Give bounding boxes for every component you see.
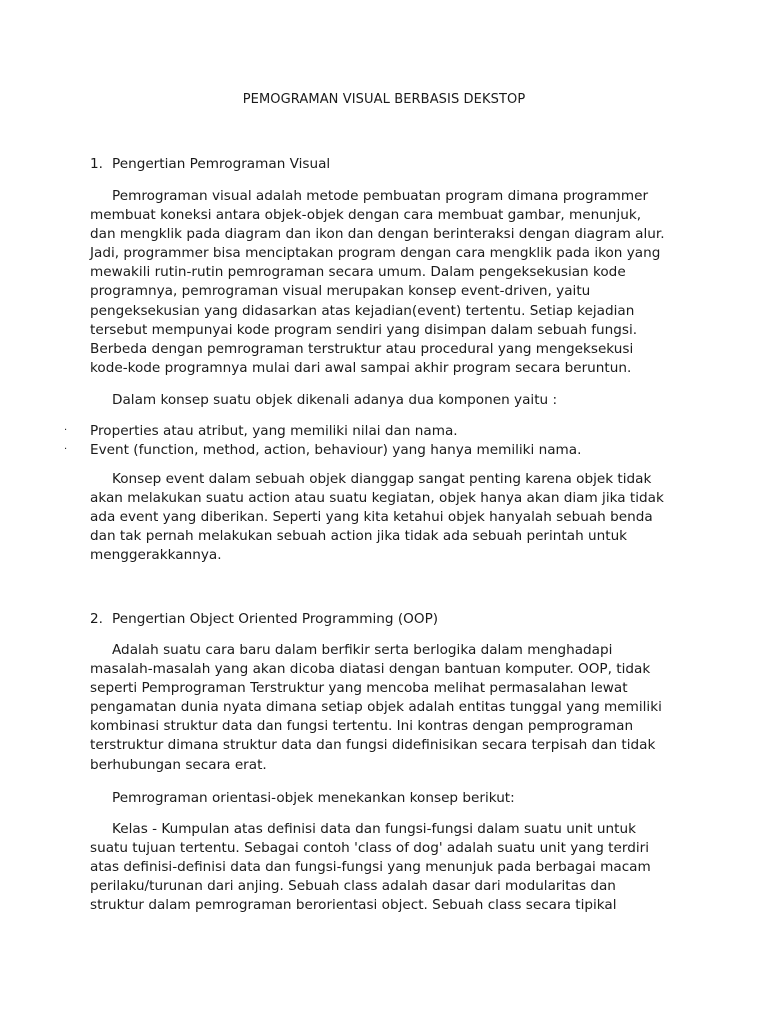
- section-2-title: Pengertian Object Oriented Programming (OOP): [112, 611, 439, 627]
- section-1-paragraph-1: [90, 187, 690, 378]
- text-line: kode-kode programnya mulai dari awal sampai akhir program secara beruntun.: [90, 359, 632, 376]
- text-line: Jadi, programmer bisa menciptakan program dengan cara mengklik pada ikon yang: [90, 245, 661, 262]
- text-line: dan mengklik pada diagram dan ikon dan dengan berinteraksi dengan diagram alur.: [90, 226, 665, 243]
- bullet-list: [64, 422, 581, 459]
- text-line: berhubungan secara erat.: [90, 756, 267, 773]
- text-line: ada event yang diberikan. Seperti yang kita ketahui objek hanyalah sebuah benda: [90, 509, 653, 526]
- text-line: dan tak pernah melakukan sebuah action jika tidak ada sebuah perintah untuk: [90, 528, 628, 545]
- text-line: Kelas - Kumpulan atas definisi data dan fungsi-fungsi dalam suatu unit untuk: [112, 821, 636, 837]
- text-line: suatu tujuan tertentu. Sebagai contoh 'class of dog' adalah suatu unit yang terdiri: [90, 840, 649, 857]
- text-line: menggerakkannya.: [90, 547, 222, 564]
- text-line: Pemrograman orientasi-objek menekankan konsep berikut:: [112, 790, 515, 806]
- text-line: programnya, pemrograman visual merupakan konsep event-driven, yaitu: [90, 283, 591, 300]
- text-line: atas definisi-definisi data dan fungsi-fungsi yang menunjuk pada berbagai macam: [90, 859, 651, 876]
- section-1-heading: [90, 156, 330, 172]
- text-line: pengamatan dunia nyata dimana setiap objek adalah entitas tunggal yang memiliki: [90, 699, 662, 716]
- section-2-paragraph-2: [90, 789, 690, 808]
- section-1-paragraph-3: [90, 470, 690, 565]
- section-2-paragraph-1: [90, 641, 690, 775]
- text-line: seperti Pemprograman Terstruktur yang mencoba melihat permasalahan lewat: [90, 680, 628, 697]
- bullet-icon: ·: [64, 443, 68, 455]
- section-2-paragraph-3: [90, 820, 690, 915]
- list-item: [64, 441, 581, 460]
- list-item: [64, 422, 581, 441]
- text-line: Dalam konsep suatu objek dikenali adanya dua komponen yaitu :: [112, 392, 558, 408]
- section-1-paragraph-2: [90, 391, 690, 410]
- text-line: Pemrograman visual adalah metode pembuatan program dimana programmer: [112, 188, 649, 204]
- text-line: tersebut mempunyai kode program sendiri yang disimpan dalam sebuah fungsi.: [90, 321, 638, 338]
- bullet-icon: ·: [64, 425, 68, 436]
- text-line: masalah-masalah yang akan dicoba diatasi dengan bantuan komputer. OOP, tidak: [90, 661, 651, 678]
- text-line: Konsep event dalam sebuah objek dianggap sangat penting karena objek tidak: [112, 471, 652, 487]
- text-line: terstruktur dimana struktur data dan fungsi didefinisikan secara terpisah dan tidak: [90, 737, 656, 754]
- text-line: struktur dalam pemrograman berorientasi object. Sebuah class secara tipikal: [90, 897, 617, 914]
- list-item-text: Properties atau atribut, yang memiliki nilai dan nama.: [90, 423, 458, 439]
- text-line: Berbeda dengan pemrograman terstruktur atau procedural yang mengeksekusi: [90, 340, 634, 357]
- text-line: perilaku/turunan dari anjing. Sebuah class adalah dasar dari modularitas dan: [90, 878, 616, 895]
- document-title: PEMOGRAMAN VISUAL BERBASIS DEKSTOP: [242, 92, 526, 107]
- text-line: mewakili rutin-rutin pemrograman secara umum. Dalam pengeksekusian kode: [90, 264, 626, 281]
- section-1-title: Pengertian Pemrograman Visual: [112, 156, 331, 172]
- section-2-heading: [90, 611, 438, 627]
- text-line: kombinasi struktur data dan fungsi tertentu. Ini kontras dengan pemprograman: [90, 718, 634, 735]
- section-1-number: 1.: [90, 156, 103, 172]
- text-line: Adalah suatu cara baru dalam berfikir serta berlogika dalam menghadapi: [112, 642, 613, 658]
- section-2-number: 2.: [90, 611, 103, 627]
- list-item-text: Event (function, method, action, behaviour) yang hanya memiliki nama.: [90, 441, 582, 458]
- text-line: akan melakukan suatu action atau suatu kegiatan, objek hanya akan diam jika tidak: [90, 490, 664, 507]
- text-line: pengeksekusian yang didasarkan atas kejadian(event) tertentu. Setiap kejadian: [90, 302, 635, 319]
- text-line: membuat koneksi antara objek-objek dengan cara membuat gambar, menunjuk,: [90, 207, 642, 224]
